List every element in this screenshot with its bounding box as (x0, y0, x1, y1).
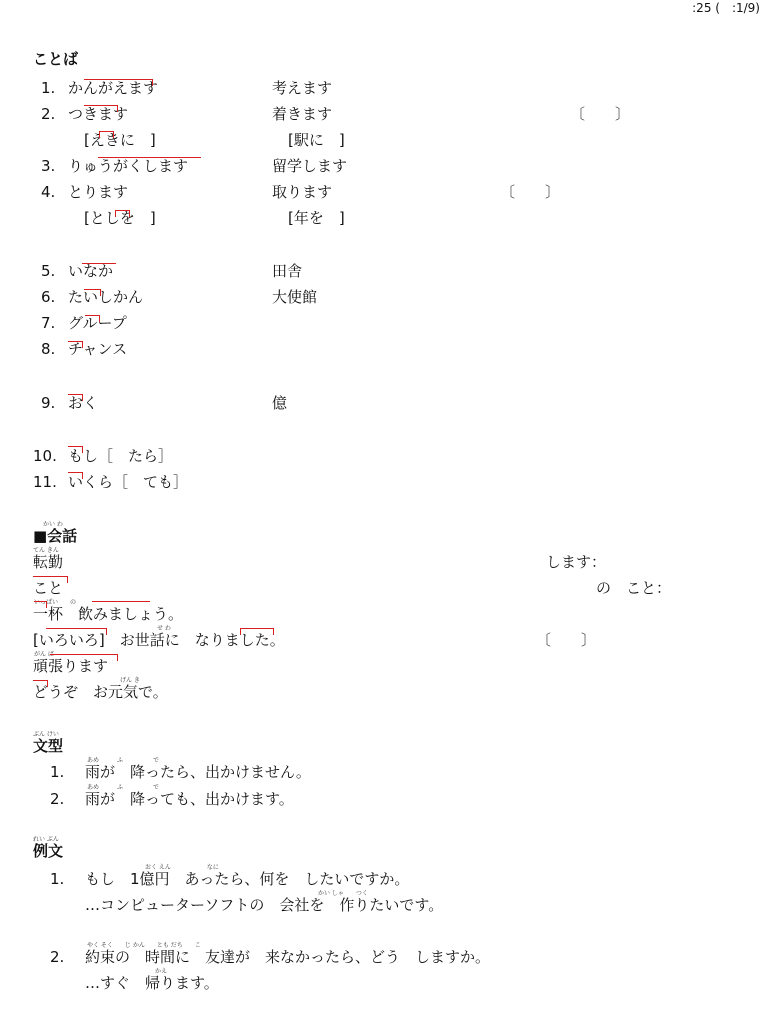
accent-mark (84, 79, 153, 86)
conv-right-koto: の こと： (596, 579, 672, 597)
vocab-kanji: 考えます (272, 79, 333, 97)
accent-mark (68, 472, 83, 479)
vocab-number: 4. (41, 183, 56, 201)
example-a-ruby-2: かえ (155, 968, 168, 975)
example-question-1: もし 1億円 あったら、何を したいですか。 (85, 870, 410, 888)
vocab-number: 7. (41, 314, 56, 332)
vocab-number: 2. (41, 105, 56, 123)
example-answer-1: …コンピューターソフトの 会社を 作りたいです。 (85, 896, 444, 914)
vocab-number: 8. (41, 340, 56, 358)
conv-ruby-0: てん きん (33, 547, 59, 554)
accent-mark (82, 263, 116, 264)
accent-mark (115, 210, 130, 217)
vocab-kana: グループ (68, 314, 127, 332)
pattern-num-2: 2. (50, 790, 65, 808)
conv-line-thanks: [いろいろ] お世話に なりました。 (33, 631, 285, 649)
vocab-title: ことば (33, 50, 79, 68)
conv-ruby-3: せ わ (157, 625, 171, 632)
vocab-kanji: 田舎 (272, 262, 303, 280)
vocab-bracket: 〔 〕 (570, 105, 631, 123)
page-header: :25 ( :1/9) (692, 1, 760, 15)
vocab-kana: たいしかん (68, 288, 144, 306)
conv-line-koto: こと (33, 579, 64, 597)
vocab-number: 9. (41, 394, 56, 412)
vocab-kana: [としを ] (84, 209, 156, 227)
vocab-number: 1. (41, 79, 56, 97)
accent-mark (85, 315, 100, 322)
accent-mark (240, 628, 274, 635)
conv-line-farewell: どうぞ お元気で。 (33, 683, 168, 701)
vocab-kana: いなか (68, 262, 114, 280)
vocab-kanji: 大使館 (272, 288, 318, 306)
accent-mark (33, 680, 48, 687)
vocab-kanji: [年を ] (288, 209, 345, 227)
example-num-1: 1. (50, 870, 65, 888)
accent-mark (84, 105, 118, 112)
conv-ruby-4: がん ば (34, 651, 54, 658)
vocab-kana: チャンス (68, 340, 128, 358)
vocab-kana: りゅうがくします (68, 157, 189, 175)
vocab-number: 10. (33, 447, 57, 465)
conversation-title: ■会話 (33, 527, 78, 545)
vocab-bracket: 〔 〕 (500, 183, 561, 201)
pattern-sentence-2: 雨が 降っても、出かけます。 (85, 790, 294, 808)
vocab-kanji: 着きます (272, 105, 333, 123)
vocab-kana: [えきに ] (84, 131, 156, 149)
accent-mark (68, 341, 83, 348)
example-answer-2: …すぐ 帰ります。 (85, 974, 219, 992)
vocab-kana: おく (68, 394, 99, 412)
example-a-ruby-1: かい しゃ つく (318, 890, 368, 897)
accent-mark (34, 601, 47, 608)
vocab-kanji: 取ります (272, 183, 333, 201)
accent-mark (92, 601, 150, 602)
accent-mark (84, 289, 101, 296)
conv-right-transfer: します： (546, 553, 607, 571)
vocab-number: 6. (41, 288, 56, 306)
vocab-kana: つきます (68, 105, 129, 123)
vocab-number: 5. (41, 262, 56, 280)
accent-mark (68, 446, 83, 453)
conv-ruby-5: げん き (120, 677, 140, 684)
accent-mark (50, 654, 118, 661)
conv-line-transfer: 転勤 (33, 553, 64, 571)
conv-right-bracket: 〔 〕 (536, 631, 597, 649)
pattern-sentence-1: 雨が 降ったら、出かけません。 (85, 763, 311, 781)
vocab-kana: いくら［ ても］ (68, 473, 189, 491)
patterns-title: 文型 (33, 737, 64, 755)
conv-line-ganbaru: 頑張ります (33, 657, 109, 675)
conv-line-drink: 一杯 飲みましょう。 (33, 605, 184, 623)
vocab-kanji: 億 (272, 394, 288, 412)
example-q-ruby-2: やく そく じ かん とも だち こ (87, 942, 201, 949)
vocab-number: 3. (41, 157, 56, 175)
patterns-title-ruby: ぶん けい (33, 731, 59, 738)
accent-mark (99, 131, 114, 138)
vocab-kanji: [駅に ] (288, 131, 345, 149)
vocab-kanji: 留学します (272, 157, 348, 175)
pattern-ruby-1: あめ ふ で (87, 757, 160, 764)
conversation-title-ruby: かい わ (43, 521, 63, 528)
conv-ruby-2: いっぱい の (34, 599, 77, 606)
examples-title: 例文 (33, 842, 64, 860)
pattern-ruby-2: あめ ふ で (87, 784, 160, 791)
examples-title-ruby: れい ぶん (33, 836, 59, 843)
example-num-2: 2. (50, 948, 65, 966)
vocab-kana: もし［ たら］ (68, 447, 174, 465)
vocab-kana: かんがえます (68, 79, 159, 97)
example-question-2: 約束の 時間に 友達が 来なかったら、どう しますか。 (85, 948, 491, 966)
accent-mark (46, 628, 107, 635)
vocab-kana: とります (68, 183, 129, 201)
accent-mark (98, 157, 201, 158)
accent-mark (68, 394, 83, 401)
example-q-ruby-1: おく えん なに (145, 864, 219, 871)
pattern-num-1: 1. (50, 763, 65, 781)
vocab-number: 11. (33, 473, 57, 491)
accent-mark (33, 576, 68, 583)
